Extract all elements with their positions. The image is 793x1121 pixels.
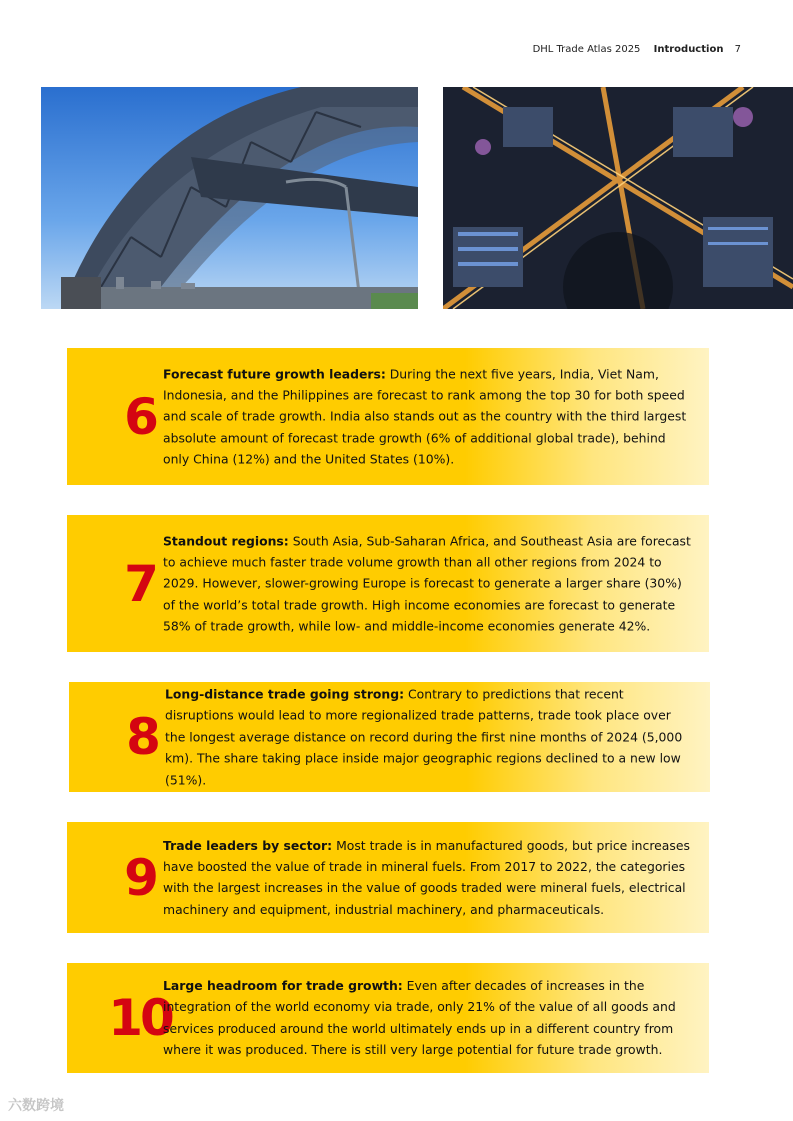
insight-card-10 — [67, 963, 709, 1073]
card-heading: Large headroom for trade growth: — [163, 978, 403, 994]
watermark: 六数跨境 — [8, 1098, 64, 1114]
insight-card-9 — [67, 822, 709, 933]
card-heading: Trade leaders by sector: — [163, 837, 333, 853]
section-title: Introduction — [653, 44, 724, 55]
page-number: 7 — [734, 44, 741, 55]
card-heading: Standout regions: — [163, 532, 289, 548]
card-body: Most trade is in manufactured goods, but price increases have boosted the value of trade in mineral fuels. From 2017 to 2022, the categories with the largest increases in the value of goods traded were mineral fuels, electrical machinery and equipment, industrial machinery, and pharmaceuticals. — [163, 837, 690, 917]
card-number: 10 — [108, 989, 172, 1047]
card-body: Contrary to predictions that recent disruptions would lead to more regionalized trade patterns, trade took place over the longest average distance on record during the first nine months of 2024 (5,000 km). The share taking place inside major geographic regions declined to a new low (51%). — [165, 686, 683, 788]
card-number: 8 — [126, 708, 158, 766]
insight-card-8 — [69, 682, 710, 792]
insight-card-7 — [67, 515, 709, 652]
card-text — [163, 975, 695, 1061]
card-body: South Asia, Sub-Saharan Africa, and Southeast Asia are forecast to achieve much faster trade volume growth than all other regions from 2024 to 2029. However, slower-growing Europe is forecast to generate a larger share (30%) of the world’s total trade growth. High income economies are forecast to generate 58% of trade growth, while low- and middle-income economies generate 42%. — [163, 532, 691, 634]
card-text — [163, 363, 695, 470]
insight-card-6 — [67, 348, 709, 485]
page-header — [533, 44, 741, 55]
card-heading: Long-distance trade going strong: — [165, 686, 405, 702]
document-title: DHL Trade Atlas 2025 — [532, 44, 641, 55]
bridge-photo — [41, 87, 418, 309]
card-body: Even after decades of increases in the integration of the world economy via trade, only 21% of the value of all goods and services produced around the world ultimately ends up in a different country from where it was produced. There is still very large potential for future trade growth. — [163, 978, 676, 1058]
card-number: 7 — [124, 554, 156, 613]
card-heading: Forecast future growth leaders: — [163, 365, 386, 381]
card-text — [165, 683, 685, 790]
card-number: 9 — [124, 848, 156, 907]
city-aerial-photo — [443, 87, 793, 309]
card-text — [163, 530, 695, 637]
card-body: During the next five years, India, Viet Nam, Indonesia, and the Philippines are forecast to rank among the top 30 for both speed and scale of trade growth. India also stands out as the country with the third largest absolute amount of forecast trade growth (6% of additional global trade), behind only China (12%) and the United States (10%). — [163, 365, 687, 467]
card-text — [163, 835, 695, 921]
card-number: 6 — [124, 387, 156, 446]
